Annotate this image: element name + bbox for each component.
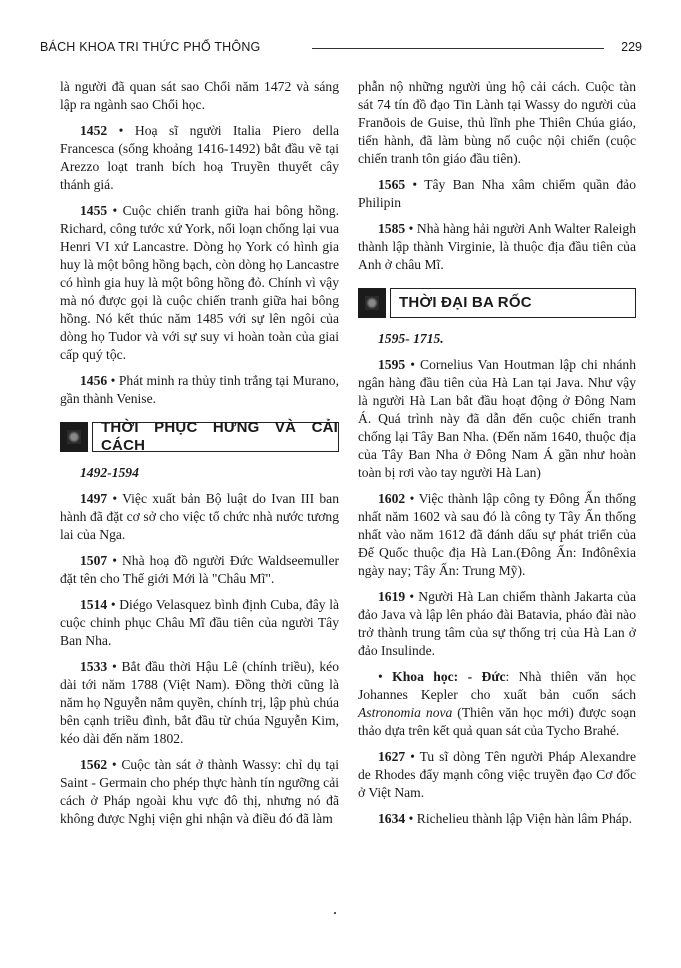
entry-1585: 1585 • Nhà hàng hải người Anh Walter Raleigh thành lập thành Virginie, là thuộc địa đầu tiên của Anh ở châu Mĩ. [358, 221, 636, 272]
science-label: Khoa học: - Đức [392, 669, 506, 684]
entry-year: 1627 [378, 749, 406, 764]
entry-1455: 1455 • Cuộc chiến tranh giữa hai bông hồng. Richard, công tước xứ York, nổi loạn chống lại vua Henri VI xứ Lancastre. Dòng họ York có hình gia huy là một bông hồng bạch, còn dòng họ Lancastre có hình gia huy là một bông hồng đỏ. Chính vì vậy mà nó được gọi là cuộc chiến tranh giữa hai bông hồng. Nó kết thúc năm 1485 với sự lên ngôi của dòng họ Tudor và với sự suy vi hoàn toàn của giai cấp quý tộc. [60, 203, 339, 362]
entry-year: 1497 [80, 491, 108, 506]
page-header [40, 40, 642, 58]
section-heading [60, 419, 339, 454]
entry-year: 1452 [80, 123, 108, 138]
period-label: 1492-1594 [80, 465, 139, 480]
entry-text: : Nhà thiên văn học Johannes Kepler cho xuất bản cuốn sách [358, 669, 636, 702]
entry-1507: 1507 • Nhà hoạ đồ người Đức Waldseemuller đặt tên cho Thế giới Mới là "Châu Mĩ". [60, 553, 340, 586]
entry-year: 1562 [80, 757, 108, 772]
entry-1514: 1514 • Diégo Velasquez bình định Cuba, đây là cuộc chinh phục Châu Mĩ đầu tiên của người Tây Ban Nha. [60, 597, 339, 648]
entry-text: Richelieu thành lập Viện hàn lâm Pháp. [416, 811, 632, 826]
entry-text: Tây Ban Nha xâm chiếm quần đảo Philipin [358, 177, 636, 210]
entry-year: 1565 [378, 177, 406, 192]
entry-year: 1514 [80, 597, 108, 612]
entry-1634: 1634 • Richelieu thành lập Viện hàn lâm Pháp. [378, 811, 632, 826]
entry-1533: 1533 • Bắt đầu thời Hậu Lê (chính triều), kéo dài tới năm 1788 (Việt Nam). Đồng thời cũng là năm họ Nguyễn nắm quyền, chính trị, lập phủ chúa bên cạnh triều đình, bắt đầu từ chúa Nguyễn Kim, kéo dài đến năm 1802. [60, 659, 339, 746]
entry-1627: 1627 • Tu sĩ dòng Tên người Pháp Alexandre de Rhodes đẩy mạnh công việc truyền đạo Cơ đốc ở Việt Nam. [358, 749, 636, 800]
section-icon [60, 422, 88, 452]
section-icon [358, 288, 386, 318]
entry-text: Nhà hoạ đồ người Đức Waldseemuller đặt tên cho Thế giới Mới là "Châu Mĩ". [60, 553, 340, 586]
entry-science: • Khoa học: - Đức: Nhà thiên văn học Johannes Kepler cho xuất bản cuốn sách Astronomia nova (Thiên văn học mới) được soạn thảo dựa trên kết quả quan sát của Tycho Brahé. [358, 669, 637, 738]
entry-year: 1455 [80, 203, 108, 218]
entry-text: Người Hà Lan chiếm thành Jakarta của đảo Java và lập lên pháo đài Batavia, pháo đài nào trở thành trung tâm của sự thống trị của Hà Lan ở đảo Insulinde. [358, 589, 637, 658]
entry-1456: 1456 • Phát minh ra thủy tinh trắng tại Murano, gần thành Venise. [60, 373, 339, 406]
entry-1619: 1619 • Người Hà Lan chiếm thành Jakarta của đảo Java và lập lên pháo đài Batavia, pháo đài nào trở thành trung tâm của sự thống trị của Hà Lan ở đảo Insulinde. [358, 589, 637, 658]
entry-year: 1602 [378, 491, 406, 506]
entry-text: Cuộc chiến tranh giữa hai bông hồng. Richard, công tước xứ York, nổi loạn chống lại vua Henri VI xứ Lancastre. Dòng họ York có hình gia huy là một bông hồng bạch, còn dòng họ Lancastre có hình gia huy là một bông hồng đỏ. Chính vì vậy mà nó được gọi là cuộc chiến tranh giữa hai bông hồng. Nó kết thúc năm 1485 với sự lên ngôi của dòng họ Tudor và với sự suy vi hoàn toàn của giai cấp quý tộc. [60, 203, 339, 362]
right-column [358, 78, 636, 836]
entry-text: Bắt đầu thời Hậu Lê (chính triều), kéo dài tới năm 1788 (Việt Nam). Đồng thời cũng là năm họ Nguyễn nắm quyền, chính trị, lập phủ chúa bên cạnh triều đình, bắt đầu từ chúa Nguyễn Kim, kéo dài đến năm 1802. [60, 659, 339, 746]
entry-1595: 1595 • Cornelius Van Houtman lập chi nhánh ngân hàng đầu tiên của Hà Lan tại Java. Như vậy là người Hà Lan bắt đầu hoạt động ở Đông Nam Á. Quá trình này đã dẫn đến cuộc chiến tranh chống lại Tây Ban Nha. (Đến năm 1640, thuộc địa của Tây Ban Nha ở Đông Nam Á gần như hoàn toàn bị rơi vào tay người Hà Lan) [358, 357, 636, 480]
period-label: 1595- 1715. [378, 331, 444, 346]
entry-year: 1634 [378, 811, 406, 826]
entry-1452: 1452 • Hoạ sĩ người Italia Piero della Francesca (sống khoảng 1416-1492) bắt đầu vẽ tại Arezzo loạt tranh bích hoạ Truyền thuyết cây thánh giá. [60, 123, 340, 192]
entry-text: Cornelius Van Houtman lập chi nhánh ngân hàng đầu tiên của Hà Lan tại Java. Như vậy là người Hà Lan bắt đầu hoạt động ở Đông Nam Á. Quá trình này đã dẫn đến cuộc chiến tranh chống lại Tây Ban Nha. (Đến năm 1640, thuộc địa của Tây Ban Nha ở Đông Nam Á gần như hoàn toàn bị rơi vào tay người Hà Lan) [358, 357, 636, 480]
entry-1602: 1602 • Việc thành lập công ty Đông Ấn thống nhất năm 1602 và sau đó là công ty Tây Ấn thống nhất vào năm 1612 đã đánh dấu sự phát triển của Đế Quốc thuộc địa Hà Lan.(Đông Ấn: Inđônêxia ngày nay; Tây Ấn: Trung Mỹ). [358, 491, 636, 578]
entry-text: Việc thành lập công ty Đông Ấn thống nhất năm 1602 và sau đó là công ty Tây Ấn thống nhất vào năm 1612 đã đánh dấu sự phát triển của Đế Quốc thuộc địa Hà Lan.(Đông Ấn: Inđônêxia ngày nay; Tây Ấn: Trung Mỹ). [358, 491, 636, 578]
section-title: THỜI PHỤC HƯNG VÀ CẢI CÁCH [92, 422, 339, 452]
section-heading [358, 288, 636, 318]
entry-text: Diégo Velasquez bình định Cuba, đây là cuộc chinh phục Châu Mĩ đầu tiên của người Tây Ban Nha. [60, 597, 339, 648]
entry-year: 1585 [378, 221, 406, 236]
entry-1565: 1565 • Tây Ban Nha xâm chiếm quần đảo Philipin [358, 177, 636, 210]
page-number: 229 [621, 40, 642, 54]
entry-text: Phát minh ra thủy tinh trắng tại Murano, gần thành Venise. [60, 373, 339, 406]
entry-1497: 1497 • Việc xuất bản Bộ luật do Ivan III ban hành đã đặt cơ sở cho việc tổ chức nhà nước tương lai của Nga. [60, 491, 339, 542]
continued-paragraph: phẫn nộ những người ủng hộ cải cách. Cuộc tàn sát 74 tín đồ đạo Tin Lành tại Wassy do người của Franðois de Guise, thủ lĩnh phe Thiên Chúa giáo, tiến hành, đã làm bùng nổ cuộc nội chiến (cuộc chiến tranh tôn giáo đầu tiên). [358, 79, 636, 166]
entry-text: Cuộc tàn sát ở thành Wassy: chỉ dụ tại Saint - Germain cho phép thực hành tín ngưỡng cải cách ở Pháp ngoài khu vực đô thị, nhưng nó đã không được Nghị viện ghi nhận và điều đó đã làm [60, 757, 340, 826]
continued-paragraph: là người đã quan sát sao Chổi năm 1472 và sáng lập ra ngành sao Chổi học. [60, 79, 339, 112]
scan-speck [334, 912, 336, 914]
book-title: BÁCH KHOA TRI THỨC PHỔ THÔNG [40, 40, 261, 54]
entry-1562: 1562 • Cuộc tàn sát ở thành Wassy: chỉ dụ tại Saint - Germain cho phép thực hành tín ngưỡng cải cách ở Pháp ngoài khu vực đô thị, nhưng nó đã không được Nghị viện ghi nhận và điều đó đã làm [60, 757, 340, 826]
header-rule [312, 48, 604, 49]
book-title-italic: Astronomia nova [358, 705, 453, 720]
left-column [60, 78, 339, 836]
entry-year: 1456 [80, 373, 108, 388]
entry-text: Tu sĩ dòng Tên người Pháp Alexandre de Rhodes đẩy mạnh công việc truyền đạo Cơ đốc ở Việt Nam. [358, 749, 636, 800]
entry-text: Hoạ sĩ người Italia Piero della Francesca (sống khoảng 1416-1492) bắt đầu vẽ tại Arezzo loạt tranh bích hoạ Truyền thuyết cây thánh giá. [60, 123, 340, 192]
entry-year: 1595 [378, 357, 406, 372]
entry-text: Nhà hàng hải người Anh Walter Raleigh thành lập thành Virginie, là thuộc địa đầu tiên của Anh ở châu Mĩ. [358, 221, 636, 272]
entry-text: (Thiên văn học mới) được soạn thảo dựa trên kết quả quan sát của Tycho Brahé. [358, 705, 637, 738]
entry-year: 1507 [80, 553, 108, 568]
section-title: THỜI ĐẠI BA RỐC [390, 288, 636, 318]
entry-year: 1533 [80, 659, 108, 674]
entry-year: 1619 [378, 589, 406, 604]
entry-text: Việc xuất bản Bộ luật do Ivan III ban hành đã đặt cơ sở cho việc tổ chức nhà nước tương lai của Nga. [60, 491, 339, 542]
